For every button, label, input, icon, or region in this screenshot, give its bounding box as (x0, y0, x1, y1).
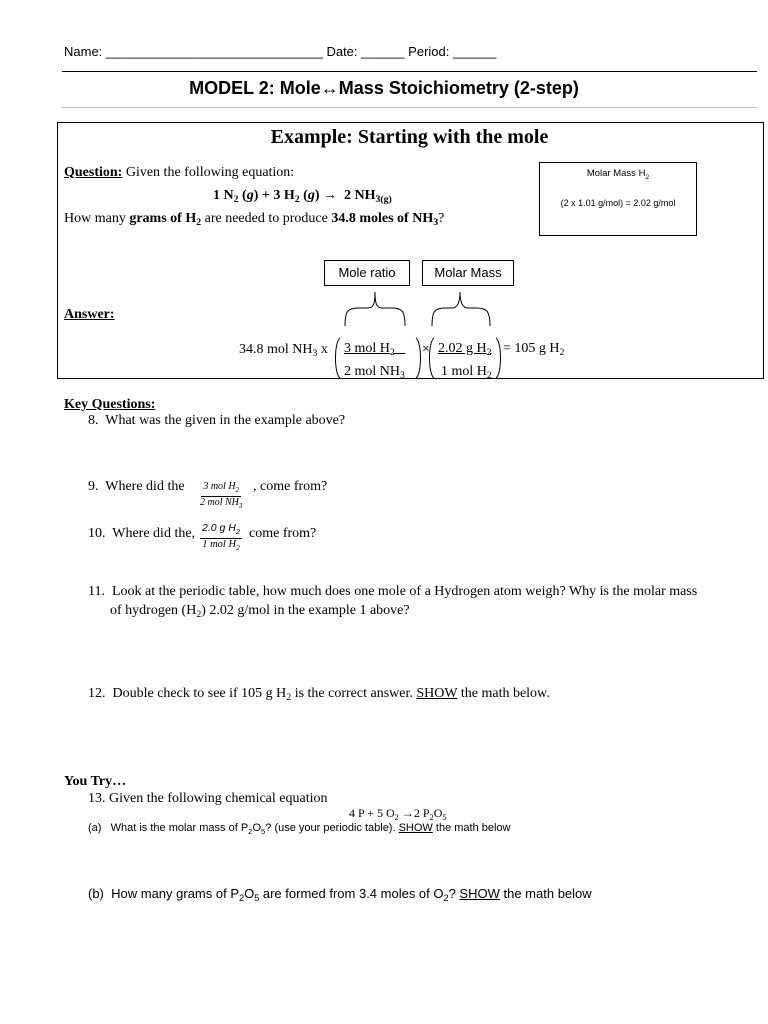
q9-frac-den-sub: 3 (238, 502, 243, 510)
ratio-denominator (344, 364, 405, 381)
part-a-sub1: 2 (248, 827, 253, 836)
q9-frac-num-sub: 2 (235, 486, 240, 494)
q13-eq-b: 2 P (413, 806, 430, 820)
question-text: Given the following equation: (125, 165, 295, 180)
hm-bold1: grams of H (129, 211, 197, 226)
q12-pre: Double check to see if 105 g H (112, 686, 287, 701)
q12-post: the math below. (460, 686, 550, 701)
q13-text: Given the following chemical equation (109, 791, 328, 806)
hm-pre: How many (64, 211, 126, 226)
q12-sub: 2 (286, 692, 292, 703)
q11-num: 11. (88, 584, 105, 599)
q10-frac-den: 1 mol H (202, 539, 237, 550)
q12-num: 12. (88, 686, 106, 701)
q13-eq-b-mid: O (433, 806, 443, 820)
q10-frac-den-sub: 2 (236, 543, 240, 552)
title-rule (62, 107, 757, 108)
eq-h2-state: g (307, 188, 315, 203)
example-title: Example: Starting with the mole (270, 126, 549, 148)
calc-start-sub: 3 (312, 348, 318, 359)
question-8 (88, 413, 345, 429)
part-b (88, 886, 592, 903)
part-b-post1: are formed from 3.4 moles of O (262, 886, 444, 901)
arrow-icon: → (323, 188, 337, 203)
mass-denominator (441, 364, 492, 381)
how-many-question (64, 211, 444, 228)
q13-arrow-icon: → (401, 806, 414, 820)
molar-mass-label: Molar Mass (422, 260, 514, 286)
ratio-num-sub: 2 (389, 347, 395, 358)
brace-icons (340, 288, 510, 332)
mole-ratio-label: Mole ratio (324, 260, 410, 286)
hm-bold1-sub: 2 (196, 217, 202, 228)
q10-frac-num-sub: 2 (235, 527, 240, 536)
you-try-heading: You Try… (64, 774, 127, 789)
calc-result-text: = 105 g H (503, 341, 560, 356)
q11-line1: Look at the periodic table, how much does one mole of a Hydrogen atom weigh? Why is the molar mass (111, 584, 698, 599)
ratio-den-sub: 3 (400, 370, 405, 381)
part-b-sub3: 2 (443, 893, 449, 903)
q10-frac-num: 2.0 g H (202, 522, 236, 534)
part-a-end: the math below (435, 822, 511, 834)
q13-eq-a-sub: 2 (394, 813, 399, 822)
mass-num-sub: 2 (486, 347, 492, 358)
header-rule (62, 71, 757, 72)
q13-eq-a: 4 P + 5 O (349, 806, 395, 820)
q13-eq-b-sub1: 2 (429, 813, 434, 822)
part-b-label: (b) (88, 886, 104, 901)
eq-nh3-sub: 3(g) (375, 194, 392, 205)
header-fields (64, 44, 496, 59)
mm-title-sub: 2 (645, 174, 650, 181)
part-b-pre: How many grams of P (111, 886, 239, 901)
q8-num: 8. (88, 413, 99, 428)
part-a-sub2: 5 (261, 827, 266, 836)
mass-den-sub: 2 (486, 370, 492, 381)
question-11-line2 (110, 603, 410, 620)
mm-title: Molar Mass H (586, 168, 646, 179)
times-sign-2: × (422, 342, 430, 357)
answer-label (64, 307, 115, 323)
ratio-num-text: 3 mol H (344, 341, 390, 356)
hm-end: ? (438, 211, 445, 226)
part-b-sub1: 2 (239, 893, 245, 903)
part-a-pre: What is the molar mass of P (110, 822, 249, 834)
date-blank[interactable]: ______ (361, 44, 405, 59)
question-12 (88, 686, 550, 703)
ratio-den-text: 2 mol NH (344, 364, 400, 379)
question-11 (88, 584, 697, 600)
part-a-show: SHOW (398, 822, 433, 834)
ratio-numerator (344, 341, 405, 358)
eq-h2-sub: 2 (294, 194, 300, 205)
part-b-end: the math below (503, 886, 592, 901)
period-label: Period: (408, 44, 450, 59)
q8-text: What was the given in the example above? (105, 413, 346, 428)
times-sign: x (320, 342, 328, 357)
q9-post: , come from? (253, 479, 328, 494)
part-b-post2: ? (448, 886, 456, 901)
answer-label-text: Answer: (64, 307, 115, 322)
q12-mid: is the correct answer. (294, 686, 413, 701)
key-questions-heading-text: Key Questions: (64, 397, 156, 412)
part-a-mid: O (252, 822, 262, 834)
q11-line2-pre: of hydrogen (H (110, 603, 197, 618)
date-label: Date: (326, 44, 358, 59)
question-10 (88, 526, 195, 542)
hm-mid: are needed to produce (204, 211, 328, 226)
q9-num: 9. (88, 479, 99, 494)
q9-frac-num: 3 mol H (203, 481, 236, 492)
q11-line2-sub: 2 (196, 609, 202, 620)
hm-bold2: 34.8 moles of NH (331, 211, 434, 226)
q9-fraction (200, 481, 242, 512)
q12-show: SHOW (416, 686, 458, 701)
part-a-post: ? (use your periodic table). (265, 822, 396, 834)
q13-num: 13. (88, 791, 106, 806)
q10-fraction (200, 522, 242, 554)
question-label: Question: (64, 165, 123, 180)
eq-n2-sub: 2 (233, 194, 239, 205)
q9-pre: Where did the (105, 479, 185, 494)
molar-mass-brace-icon (432, 292, 490, 326)
period-blank[interactable]: ______ (453, 44, 497, 59)
part-a (88, 822, 511, 836)
calc-result-sub: 2 (559, 347, 565, 358)
mass-num-text: 2.02 g H (438, 341, 487, 356)
q10-post: come from? (249, 526, 317, 541)
key-questions-heading (64, 397, 155, 413)
question-line (64, 165, 294, 181)
molar-mass-calc: (2 x 1.01 g/mol) = 2.02 g/mol (560, 198, 676, 208)
q10-pre: Where did the, (112, 526, 196, 541)
question-9 (88, 479, 185, 495)
q13-eq-b-sub2: 5 (442, 813, 447, 822)
question-13 (88, 791, 328, 807)
part-b-sub2: 5 (254, 893, 260, 903)
mass-numerator (438, 341, 492, 358)
name-blank[interactable]: ______________________________ (105, 44, 323, 59)
part-b-show: SHOW (459, 886, 500, 901)
part-a-label: (a) (88, 822, 102, 834)
molar-mass-box-title (539, 168, 697, 181)
name-label: Name: (64, 44, 103, 59)
hm-bold2-sub: 3 (433, 217, 439, 228)
mole-ratio-brace-icon (345, 292, 405, 326)
q13-equation (349, 806, 447, 822)
eq-n2-state: g (246, 188, 254, 203)
q10-num: 10. (88, 526, 106, 541)
calc-result (503, 341, 564, 358)
eq-n2: 1 N (213, 188, 234, 203)
page-title: MODEL 2: Mole↔Mass Stoichiometry (2-step) (189, 78, 579, 98)
part-b-mid: O (244, 886, 255, 901)
reaction-equation: 1 $N_2$ (g) + 3 $H_2$ (g) → 2 $NH_{3(g)}$ (213, 188, 392, 205)
eq-nh3: 2 NH (344, 188, 376, 203)
calc-start (239, 342, 328, 359)
q11-line2-post: ) 2.02 g/mol in the example 1 above? (201, 603, 410, 618)
eq-h2: + 3 H (261, 188, 295, 203)
calc-start-text: 34.8 mol NH (239, 342, 313, 357)
mass-den-text: 1 mol H (441, 364, 487, 379)
q9-frac-den: 2 mol NH (200, 497, 239, 508)
